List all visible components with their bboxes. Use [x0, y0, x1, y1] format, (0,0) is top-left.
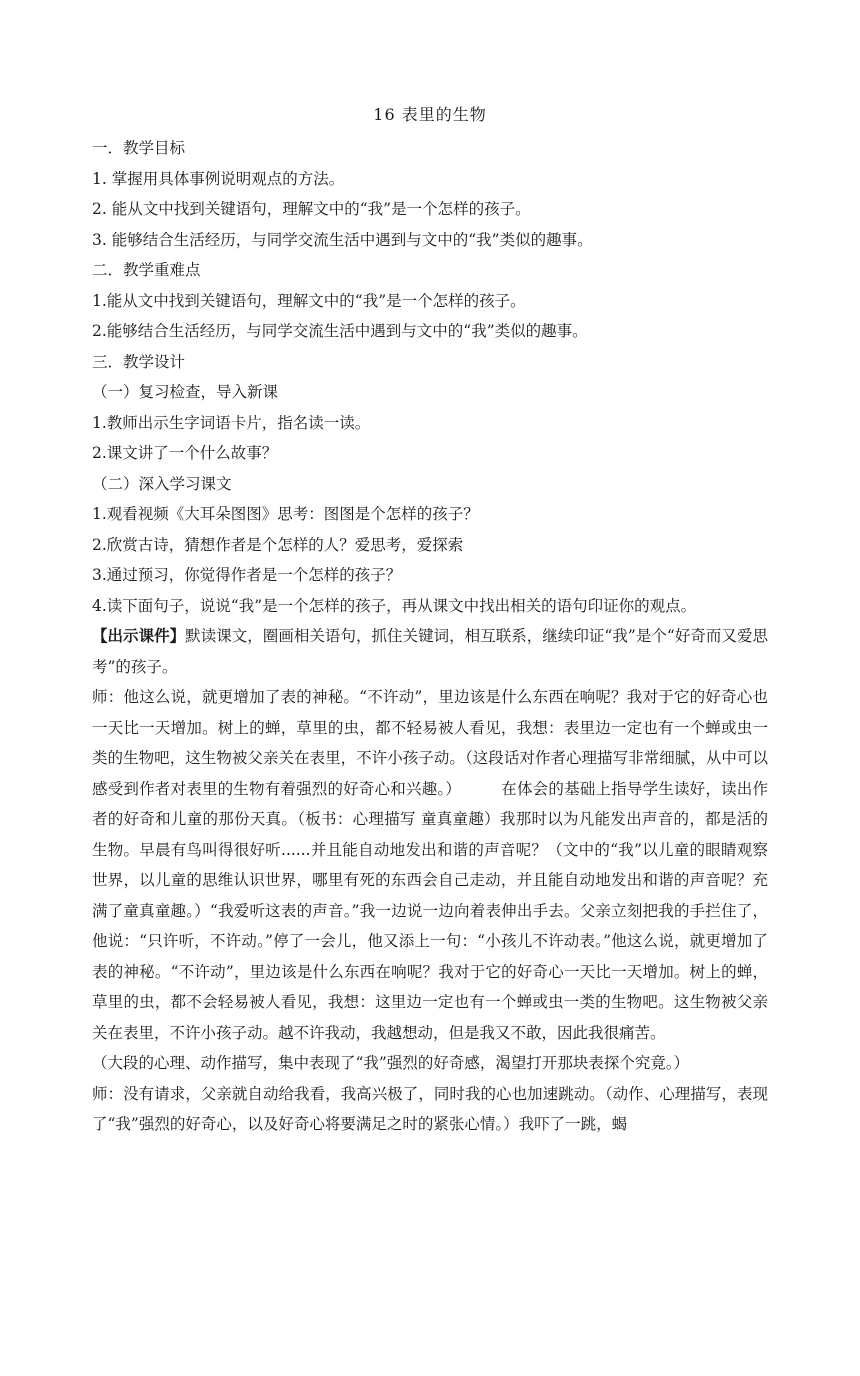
courseware-text: 默读课文，圈画相关语句，抓住关键词，相互联系，继续印证“我”是个“好奇而又爱思考”的孩子。 — [92, 627, 768, 676]
document-body — [92, 133, 768, 1140]
part2-item: 1.观看视频《大耳朵图图》思考：图图是个怎样的孩子？ — [92, 505, 479, 523]
part1-item: 1.教师出示生字词语卡片，指名读一读。 — [92, 413, 371, 432]
part1-heading: （一）复习检查，导入新课 — [92, 383, 279, 401]
goal-item: 1. 掌握用具体事例说明观点的方法。 — [92, 169, 345, 188]
part2-item: 4.读下面句子，说说“我”是一个怎样的孩子，再从课文中找出相关的语句印证你的观点。 — [92, 596, 697, 615]
teacher-paragraph-1a: 师：他这么说，就更增加了表的神秘。“不许动”，里边该是什么东西在响呢？我对于它的好奇心也一天比一天增加。树上的蝉，草里的虫，都不轻易被人看见，我想：表里边一定也有一个蝉或虫一类的生物吧，这生物被父亲关在表里，不许小孩子动。（这段话对作者心理描写非常细腻，从中可以感受到作者对表里的生物有着强烈的好奇心和兴趣。） — [92, 688, 768, 798]
design-heading: 三．教学设计 — [92, 352, 186, 371]
document-title: 16 表里的生物 — [373, 105, 487, 124]
part2-item: 3.通过预习，你觉得作者是一个怎样的孩子？ — [92, 566, 402, 584]
teacher-paragraph-1b: 在体会的基础上指导学生读好，读出作者的好奇和儿童的那份天真。（板书：心理描写 童真童趣）我那时以为凡能发出声音的，都是活的生物。早晨有鸟叫得很好听......并且能自动地发出和谐的声音呢？（文中的“我”以儿童的眼睛观察世界，以儿童的思维认识世界，哪里有死的东西会自己走动，并且能自动地发出和谐的声音呢？充满了童真童趣。）“我爱听这表的声音。”我一边说一边向着表伸出手去。父亲立刻把我的手拦住了，他说：“只许听，不许动。”停了一会儿，他又添上一句：“小孩儿不许动表。”他这么说，就更增加了表的神秘。“不许动”，里边该是什么东西在响呢？我对于它的好奇心一天比一天增加。树上的蝉，草里的虫，都不会轻易被人看见，我想：这里边一定也有一个蝉或虫一类的生物吧。这生物被父亲关在表里，不许小孩子动。越不许我动，我越想动，但是我又不敢，因此我很痛苦。 — [92, 779, 768, 1042]
summary-paragraph: （大段的心理、动作描写，集中表现了“我”强烈的好奇感，渴望打开那块表探个究竟。） — [92, 1054, 690, 1072]
focus-item: 2.能够结合生活经历，与同学交流生活中遇到与文中的“我”类似的趣事。 — [92, 322, 588, 340]
goal-item: 3. 能够结合生活经历，与同学交流生活中遇到与文中的“我”类似的趣事。 — [92, 230, 593, 249]
teacher-paragraph-2: 师：没有请求，父亲就自动给我看，我高兴极了，同时我的心也加速跳动。（动作、心理描写，表现了“我”强烈的好奇心，以及好奇心将要满足之时的紧张心情。）我吓了一跳，蝎 — [92, 1084, 768, 1133]
part2-heading: （二）深入学习课文 — [92, 474, 232, 493]
goals-heading: 一．教学目标 — [92, 139, 186, 157]
part2-item: 2.欣赏古诗，猜想作者是个怎样的人？爱思考，爱探索 — [92, 535, 464, 554]
courseware-paragraph — [92, 621, 768, 682]
teacher-paragraph-1 — [92, 682, 768, 1048]
part1-item: 2.课文讲了一个什么故事？ — [92, 444, 278, 462]
focus-heading: 二．教学重难点 — [92, 261, 201, 279]
courseware-tag: 【出示课件】 — [92, 626, 186, 645]
goal-item: 2. 能从文中找到关键语句，理解文中的“我”是一个怎样的孩子。 — [92, 200, 531, 218]
focus-item: 1.能从文中找到关键语句，理解文中的“我”是一个怎样的孩子。 — [92, 291, 526, 310]
